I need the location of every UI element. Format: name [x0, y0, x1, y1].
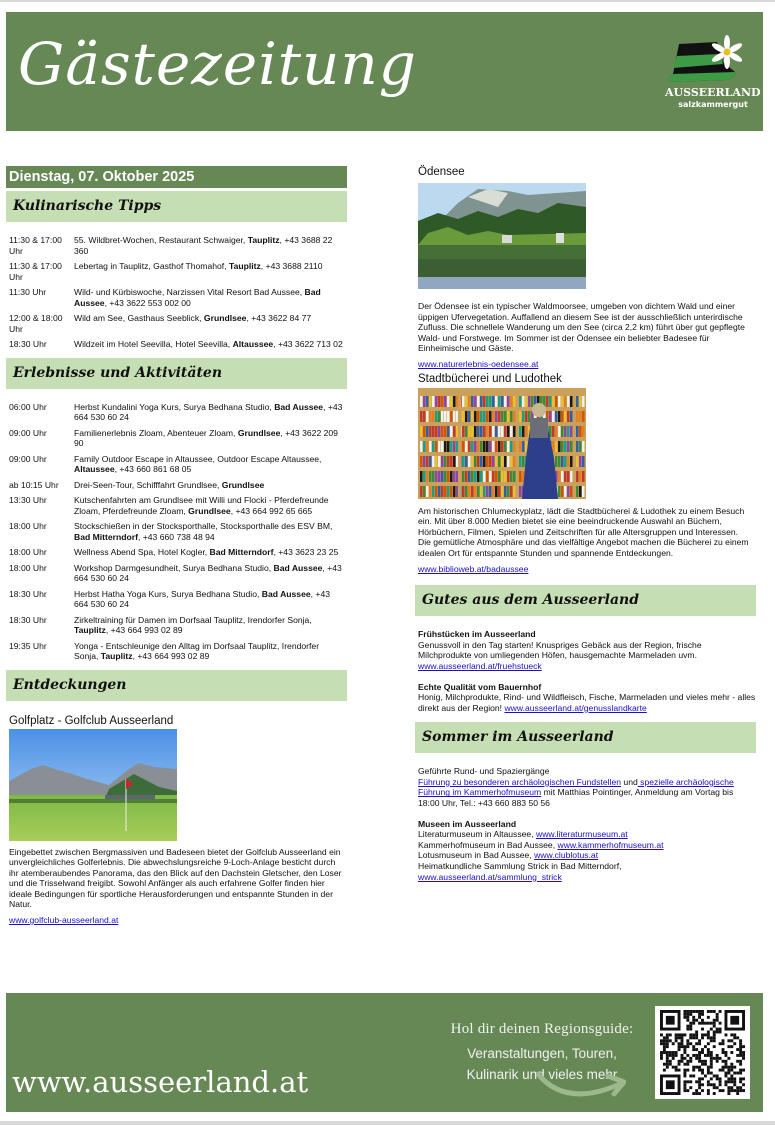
museum-item — [418, 861, 756, 882]
fuehrung-kammerhof-link[interactable]: spezielle archäologische Führung im Kammerhofmuseum — [418, 776, 734, 798]
event-place: Bad Aussee — [274, 401, 324, 412]
event-title: Workshop Darmgesundheit, Surya Bedhana Studio, — [74, 562, 274, 573]
curved-arrow-icon — [536, 1068, 626, 1104]
museum-item — [418, 829, 756, 840]
event-time: 18:00 Uhr — [9, 521, 47, 531]
event-place: Bad Mitterndorf — [74, 531, 138, 542]
event-title: Zirkeltraining für Damen im Dorfsaal Tauplitz, Irendorfer Sonja, — [74, 614, 312, 625]
bibliothek-description: Am historischen Chlumeckyplatz, lädt die Stadtbücherei & Ludothek zu einem Besuch ein. Mit über 8.000 Medien bietet sie eine beeindruckende Auswahl an Büchern, Hörbüchern, Filmen, Spielen und Zeitschriften für alle Altersgruppen und Interessen. Die gemütliche Atmosphäre und das vielfältige Angebot machen die Bücherei zu einem idealen Ort für entspannte Stunden und spannende Entdeckungen. — [418, 505, 749, 558]
fuehrungen-title: Geführte Rund- und Spaziergänge — [418, 766, 550, 777]
event-phone: , +43 3622 553 002 00 — [104, 297, 191, 308]
event-time: 18:00 Uhr — [9, 547, 47, 557]
museen-block — [415, 819, 756, 883]
event-title: Wildzeit im Hotel Seevilla, Hotel Seevilla, — [74, 339, 233, 349]
logo-wordmark: AUSSEERLAND — [665, 86, 761, 99]
oedensee-title: Ödensee — [418, 166, 465, 178]
golf-description: Eingebettet zwischen Bergmassiven und Badeseen bietet der Golfclub Ausseerland ein unvergleichliches Golferlebnis. Die abwechslungsreiche 9-Loch-Anlage besticht durch ihr atemberaubendes Panorama, das den Blick auf den Dachstein Gletscher, den Loser und die Trisselwand freigibt. Sowohl Anfänger als auch erfahrene Golfer finden hier ideale Bedingungen für sportliche Herausforderungen und entspannte Stunden in der Natur. — [9, 846, 342, 910]
event-row — [6, 563, 347, 584]
event-place: Grundlsee — [188, 505, 231, 516]
event-title: Lebertag in Tauplitz, Gasthof Thomahof, — [74, 261, 229, 271]
event-row — [6, 287, 347, 308]
fruehstueck-block — [415, 629, 756, 671]
event-time: 11:30 & 17:00 Uhr — [9, 261, 62, 282]
event-phone: , +43 3688 2110 — [260, 261, 323, 271]
museum-name: Lotusmuseum in Bad Aussee, — [418, 850, 535, 861]
event-title: Herbst Hatha Yoga Kurs, Surya Bedhana Studio, — [74, 588, 262, 599]
fuehrung-fundstellen-link[interactable]: Führung zu besonderen archäologischen Fundstellen — [418, 776, 622, 787]
event-time: 18:30 Uhr — [9, 614, 47, 625]
qr-code-icon — [659, 1010, 746, 1095]
top-divider — [0, 0, 775, 2]
fruehstueck-title: Frühstücken im Ausseerland — [418, 629, 536, 640]
oedensee-lake-image — [418, 183, 586, 289]
event-time: 12:00 & 18:00 Uhr — [9, 313, 63, 334]
event-time: ab 10:15 Uhr — [9, 479, 59, 490]
event-row — [6, 402, 347, 423]
event-list-kulinarisch — [6, 235, 347, 350]
fuehrungen-block — [415, 766, 756, 808]
museum-name: Literaturmuseum in Altaussee, — [418, 829, 536, 840]
event-phone: , +43 660 738 48 94 — [137, 531, 215, 542]
section-heading-kulinarisch: Kulinarische Tipps — [6, 191, 347, 222]
bauernhof-link[interactable]: www.ausseerland.at/genusslandkarte — [504, 702, 647, 713]
header-banner — [6, 12, 763, 131]
museum-item — [418, 840, 756, 851]
oedensee-description: Der Ödensee ist ein typischer Waldmoorsee, umgeben von dichtem Wald und einer üppigen Ufervegetation. Auffallend an diesem See ist der ausschließlich unterirdische Zufluss. Die schnellele Wanderung um den See (circa 2,2 km) führt über gut gepflegte Wald- und Forstwege. Im Sommer ist der Ödensee ein beliebter Badesee für Einheimische und Gäste. — [418, 301, 745, 354]
logo-subtitle: salzkammergut — [678, 100, 748, 109]
event-row — [6, 480, 347, 491]
event-place: Bad Aussee — [74, 287, 321, 308]
qr-code[interactable] — [655, 1006, 750, 1099]
event-description — [74, 547, 347, 558]
event-title: Wild- und Kürbiswoche, Narzissen Vital Resort Bad Aussee, — [74, 287, 305, 297]
museen-title: Museen im Ausseerland — [418, 818, 517, 829]
event-description — [74, 402, 347, 423]
event-title: Herbst Kundalini Yoga Kurs, Surya Bedhana Studio, — [74, 401, 275, 412]
bauernhof-block — [415, 682, 756, 714]
event-row — [6, 235, 347, 256]
museum-link[interactable]: www.literaturmuseum.at — [535, 829, 628, 840]
event-time: 09:00 Uhr — [9, 453, 47, 464]
event-title: 55. Wildbret-Wochen, Restaurant Schwaiger, — [74, 235, 248, 245]
event-time: 11:30 Uhr — [9, 287, 47, 297]
event-title: Familienerlebnis Zloam, Abenteuer Zloam, — [74, 427, 238, 438]
fuehrungen-connector: und — [621, 776, 638, 787]
date-heading: Dienstag, 07. Oktober 2025 — [6, 166, 347, 188]
event-time: 11:30 & 17:00 Uhr — [9, 235, 62, 256]
museum-item — [418, 850, 756, 861]
event-place: Bad Aussee — [273, 562, 323, 573]
museum-link[interactable]: www.clublotus.at — [534, 850, 599, 861]
event-description — [74, 589, 347, 610]
event-phone: , +43 664 993 02 89 — [105, 625, 183, 635]
event-time: 09:00 Uhr — [9, 427, 47, 438]
event-description — [74, 235, 347, 256]
event-row — [6, 641, 347, 662]
event-description — [74, 261, 347, 282]
event-phone: , +43 3622 84 77 — [246, 313, 312, 323]
library-image — [418, 388, 586, 499]
event-description — [74, 521, 347, 542]
event-place: Tauplitz — [247, 235, 280, 245]
event-description — [74, 287, 347, 308]
bottom-divider — [0, 1121, 775, 1125]
event-description — [74, 454, 347, 475]
event-place: Altaussee — [232, 339, 274, 349]
event-row — [6, 547, 347, 558]
event-row — [6, 339, 347, 350]
event-list-erlebnisse — [6, 402, 347, 662]
bibliothek-link[interactable]: www.biblioweb.at/badaussee — [418, 563, 529, 574]
section-heading-gutes: Gutes aus dem Ausseerland — [415, 585, 756, 616]
event-description — [74, 563, 347, 584]
event-phone: , +43 664 530 60 24 — [74, 401, 343, 422]
event-row — [6, 589, 347, 610]
oedensee-link[interactable]: www.naturerlebnis-oedensee.at — [418, 358, 539, 369]
event-phone: , +43 664 530 60 24 — [74, 588, 331, 609]
museum-link[interactable]: www.kammerhofmuseum.at — [557, 839, 664, 850]
event-time: 13:30 Uhr — [9, 495, 47, 505]
event-title: Wild am See, Gasthaus Seeblick, — [74, 313, 204, 323]
event-phone: , +43 3622 209 90 — [74, 427, 338, 448]
event-place: Tauplitz — [228, 261, 261, 271]
event-title: Drei-Seen-Tour, Schifffahrt Grundlsee, — [74, 479, 222, 490]
event-title: Kutschenfahrten am Grundlsee mit Willi und Flocki - Pferdefreunde Zloam, Pferdefreunde Zloam, — [74, 495, 329, 516]
event-place: Tauplitz — [74, 625, 106, 635]
event-row — [6, 521, 347, 542]
page-title: Gästezeitung — [18, 30, 417, 98]
event-phone: , +43 3688 22 360 — [74, 235, 333, 256]
event-row — [6, 615, 347, 636]
event-description — [74, 480, 347, 491]
event-title: Family Outdoor Escape in Altaussee, Outdoor Escape Altaussee, — [74, 453, 322, 464]
event-place: Bad Aussee — [261, 588, 311, 599]
event-phone: , +43 664 530 60 24 — [74, 562, 342, 583]
bauernhof-text: Honig, Milchprodukte, Rind- und Wildfleisch, Fische, Marmeladen und vieles mehr - alles direkt aus der Region! — [418, 692, 756, 713]
fruehstueck-text: Genussvoll in den Tag starten! Knuspriges Gebäck aus der Region, frische Milchprodukte von umliegenden Höfen, hausgemachte Marmeladen uvm. — [418, 639, 702, 661]
event-time: 06:00 Uhr — [9, 401, 47, 412]
bauernhof-title: Echte Qualität vom Bauernhof — [418, 681, 542, 692]
event-title: Yonga - Entschleunige den Alltag im Dorfsaal Tauplitz, Irendorfer Sonja, — [74, 640, 320, 661]
footer-banner — [6, 993, 763, 1112]
event-phone: , +43 664 993 02 89 — [132, 651, 210, 661]
event-place: Altaussee — [74, 464, 115, 474]
bibliothek-title: Stadtbücherei und Ludothek — [418, 372, 562, 385]
section-heading-erlebnisse: Erlebnisse und Aktivitäten — [6, 358, 347, 389]
event-description — [74, 615, 347, 636]
event-row — [6, 428, 347, 449]
ausseerland-logo[interactable] — [665, 34, 761, 114]
right-column — [415, 166, 756, 882]
golf-course-image — [9, 729, 177, 841]
event-phone: , +43 3623 23 25 — [273, 547, 339, 557]
event-title: Stockschießen in der Stocksporthalle, Stocksporthalle des ESV BM, — [74, 521, 333, 531]
event-description — [74, 495, 347, 516]
event-phone: , +43 664 992 65 665 — [230, 505, 313, 516]
event-place: Grundlsee — [203, 313, 247, 323]
regionsguide-line1: Veranstaltungen, Touren, — [467, 1046, 617, 1061]
section-heading-sommer: Sommer im Ausseerland — [415, 722, 756, 753]
golf-title: Golfplatz - Golfclub Ausseerland — [9, 714, 174, 727]
event-phone: , +43 3622 713 02 — [273, 339, 343, 349]
event-description — [74, 428, 347, 449]
event-title: Wellness Abend Spa, Hotel Kogler, — [74, 547, 210, 557]
fuehrungen-text: mit Matthias Pointinger, Anmeldung am Vortag bis 18:00 Uhr, Tel.: +43 660 883 50 56 — [418, 787, 734, 809]
footer-website[interactable]: www.ausseerland.at — [12, 1065, 309, 1099]
event-time: 18:00 Uhr — [9, 562, 47, 573]
event-row — [6, 261, 347, 282]
event-time: 19:35 Uhr — [9, 640, 47, 651]
event-description — [74, 313, 347, 334]
left-column — [6, 166, 347, 926]
golf-link[interactable]: www.golfclub-ausseerland.at — [9, 915, 119, 926]
museum-name: Heimatkundliche Sammlung Strick in Bad Mitterndorf, — [418, 861, 622, 872]
fruehstueck-link[interactable]: www.ausseerland.at/fruehstueck — [418, 660, 542, 671]
event-description — [74, 339, 347, 350]
event-place: Grundlsee — [221, 479, 265, 490]
museum-link[interactable]: www.ausseerland.at/sammlung_strick — [418, 871, 562, 882]
event-time: 18:30 Uhr — [9, 588, 47, 599]
event-row — [6, 454, 347, 475]
event-place: Grundlsee — [237, 427, 281, 438]
museum-name: Kammerhofmuseum in Bad Aussee, — [418, 839, 558, 850]
event-place: Bad Mitterndorf — [209, 547, 274, 557]
hat-icon — [665, 34, 745, 94]
event-row — [6, 313, 347, 334]
event-time: 18:30 Uhr — [9, 339, 47, 349]
event-phone: , +43 660 861 68 05 — [114, 464, 192, 474]
museen-list — [418, 829, 756, 882]
event-place: Tauplitz — [100, 651, 133, 661]
regionsguide-title: Hol dir deinen Regionsguide: — [450, 1021, 634, 1037]
regionsguide-line2: Kulinarik und vieles mehr — [466, 1067, 618, 1082]
section-heading-entdeckungen: Entdeckungen — [6, 670, 347, 701]
event-row — [6, 495, 347, 516]
event-description — [74, 641, 347, 662]
